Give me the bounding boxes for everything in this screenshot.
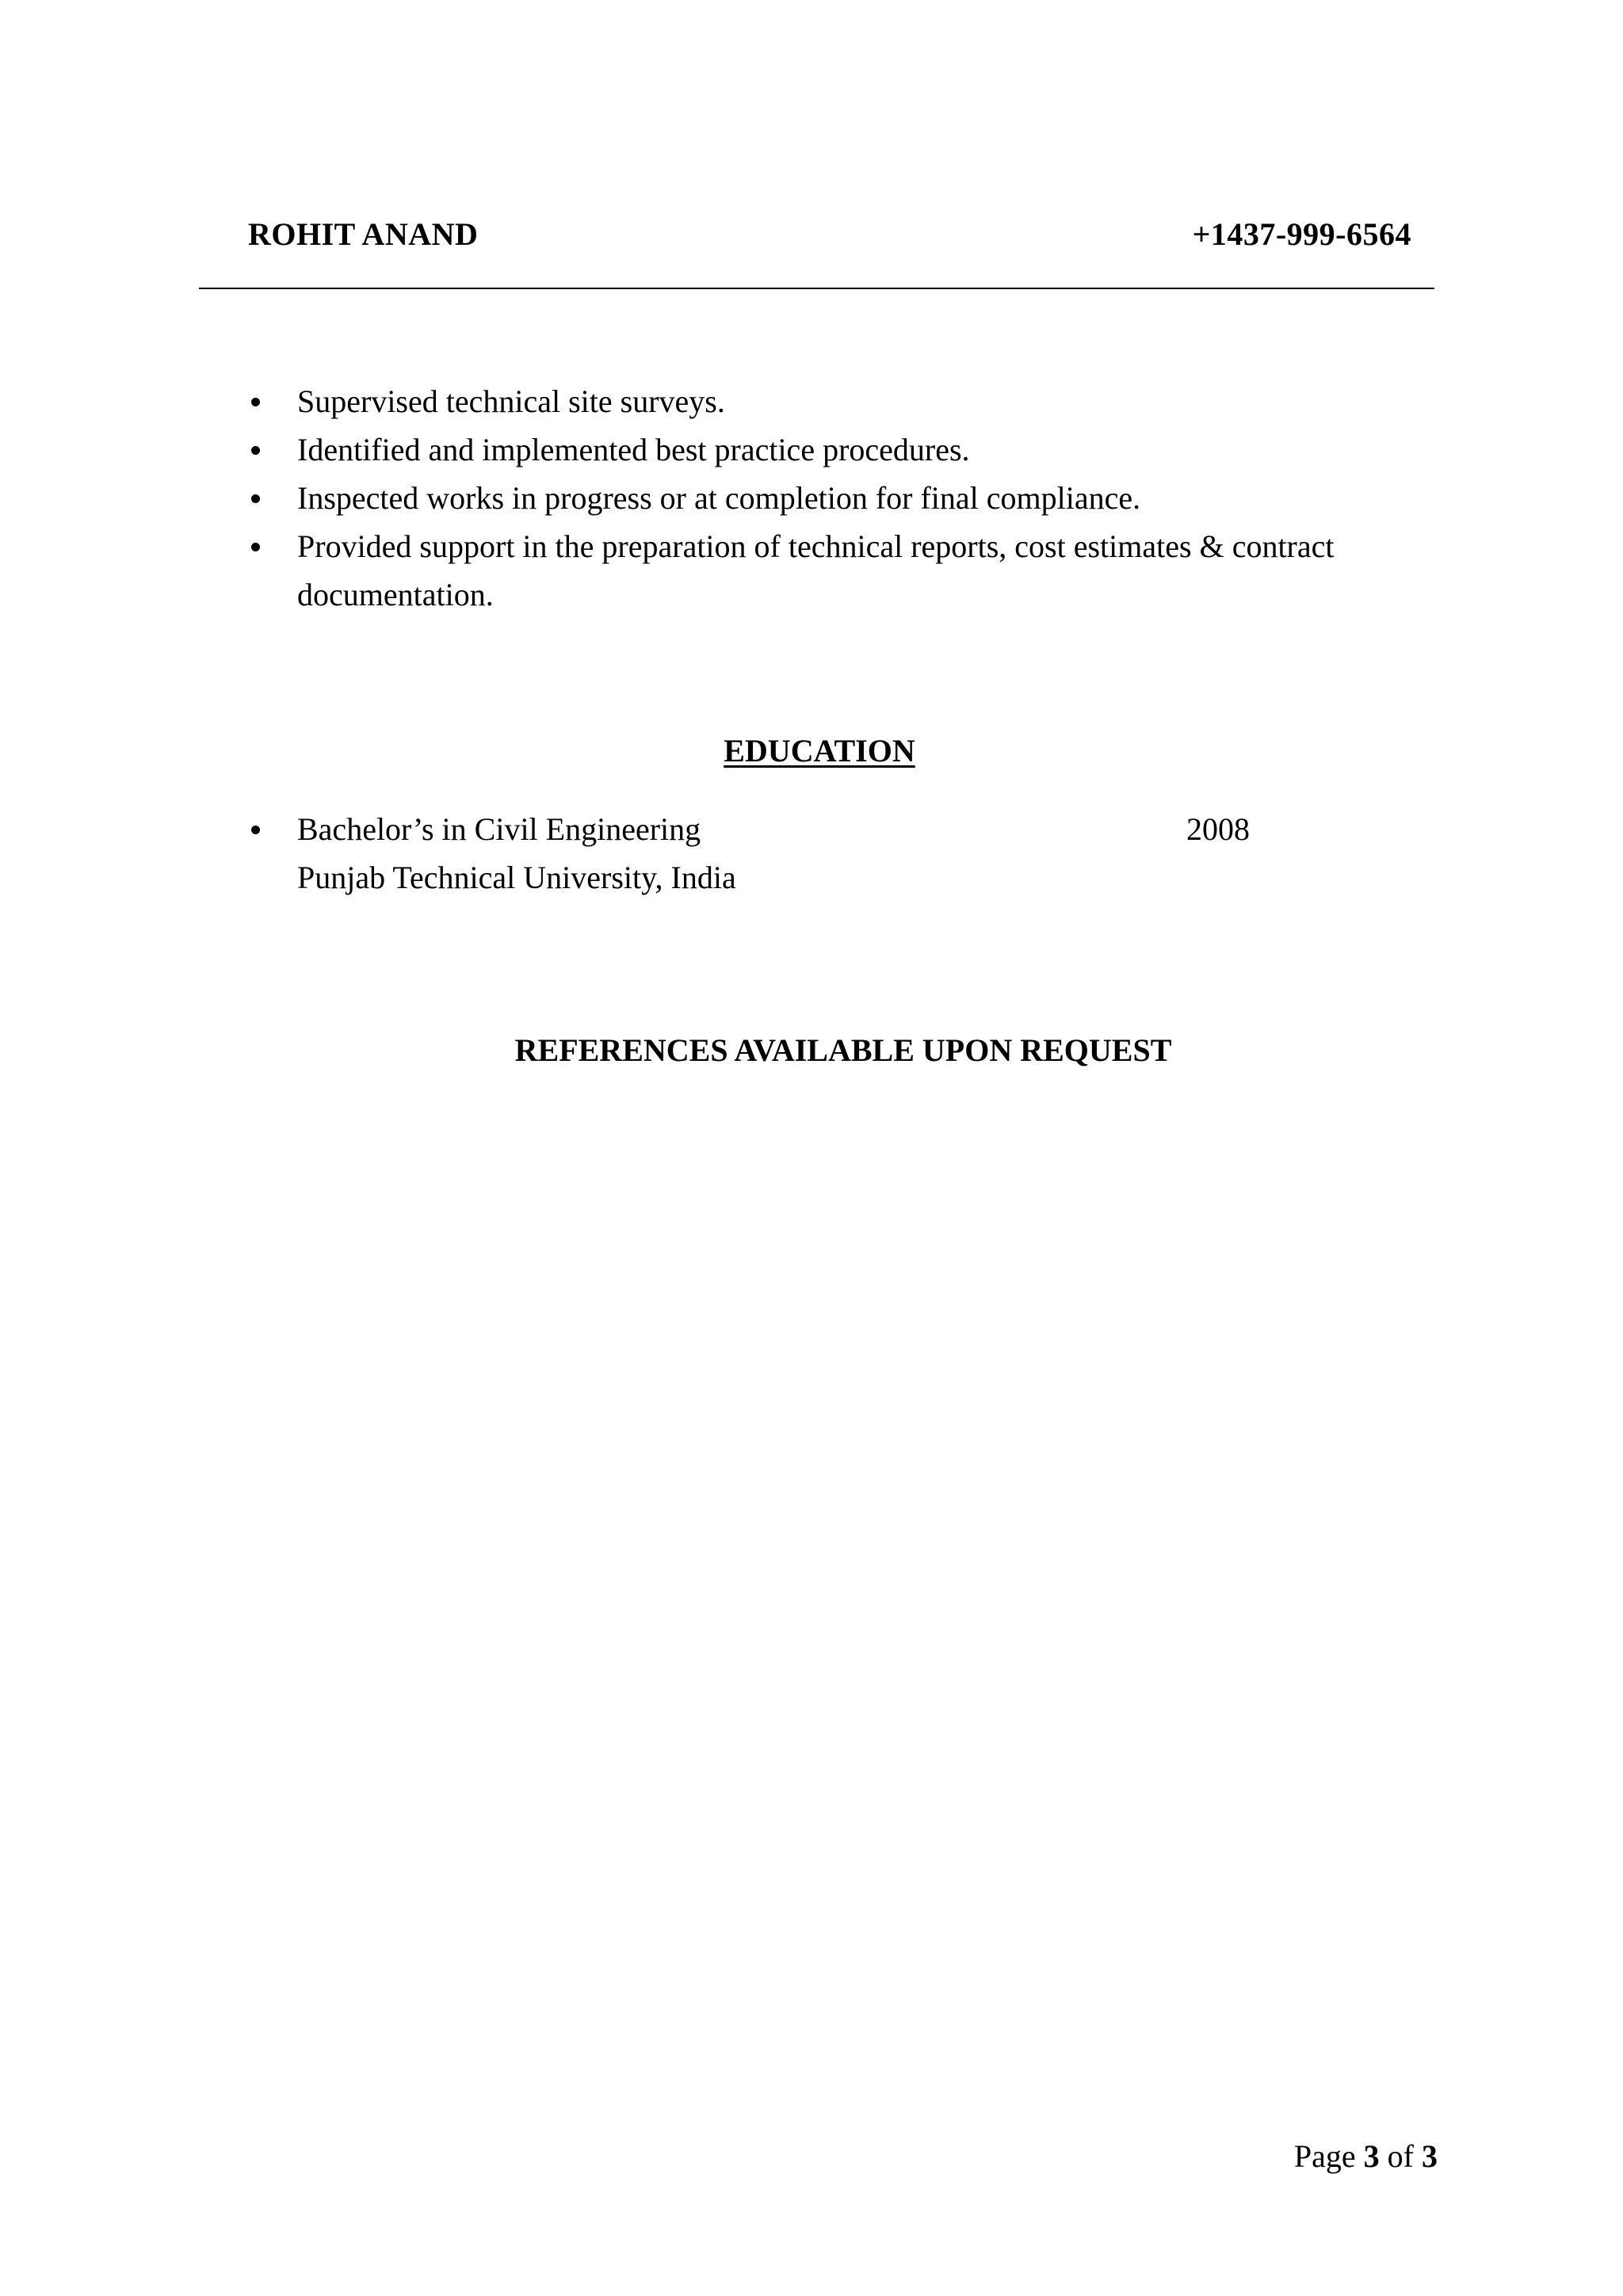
experience-bullet-list <box>248 377 1421 619</box>
graduation-year: 2008 <box>1186 811 1250 847</box>
list-item <box>248 377 1421 425</box>
school-name: Punjab Technical University, India <box>297 860 736 895</box>
list-item <box>248 474 1421 522</box>
references-note: REFERENCES AVAILABLE UPON REQUEST <box>514 1032 1172 1068</box>
header-divider <box>199 288 1434 289</box>
total-pages: 3 <box>1422 2138 1438 2174</box>
bullet-icon <box>251 446 260 455</box>
education-heading <box>0 732 1623 770</box>
bullet-icon <box>251 543 260 551</box>
bullet-text: Identified and implemented best practice procedures. <box>297 432 970 467</box>
list-item <box>248 522 1421 619</box>
current-page: 3 <box>1363 2138 1380 2174</box>
list-item <box>248 425 1421 474</box>
phone-number: +1437-999-6564 <box>1192 216 1411 252</box>
education-heading-text: EDUCATION <box>724 733 915 769</box>
resume-name: ROHIT ANAND <box>248 216 479 252</box>
bullet-text: Supervised technical site surveys. <box>297 383 725 419</box>
bullet-icon <box>251 494 260 503</box>
page-label: Page <box>1293 2138 1356 2174</box>
bullet-text: Provided support in the preparation of technical reports, cost estimates & contract documentation. <box>297 528 1335 612</box>
bullet-icon <box>251 398 260 406</box>
bullet-text: Inspected works in progress or at completion for final compliance. <box>297 480 1141 516</box>
degree-name: Bachelor’s in Civil Engineering <box>297 811 701 847</box>
page-number <box>1294 2138 1438 2176</box>
of-label: of <box>1387 2138 1414 2174</box>
bullet-icon <box>251 826 260 834</box>
